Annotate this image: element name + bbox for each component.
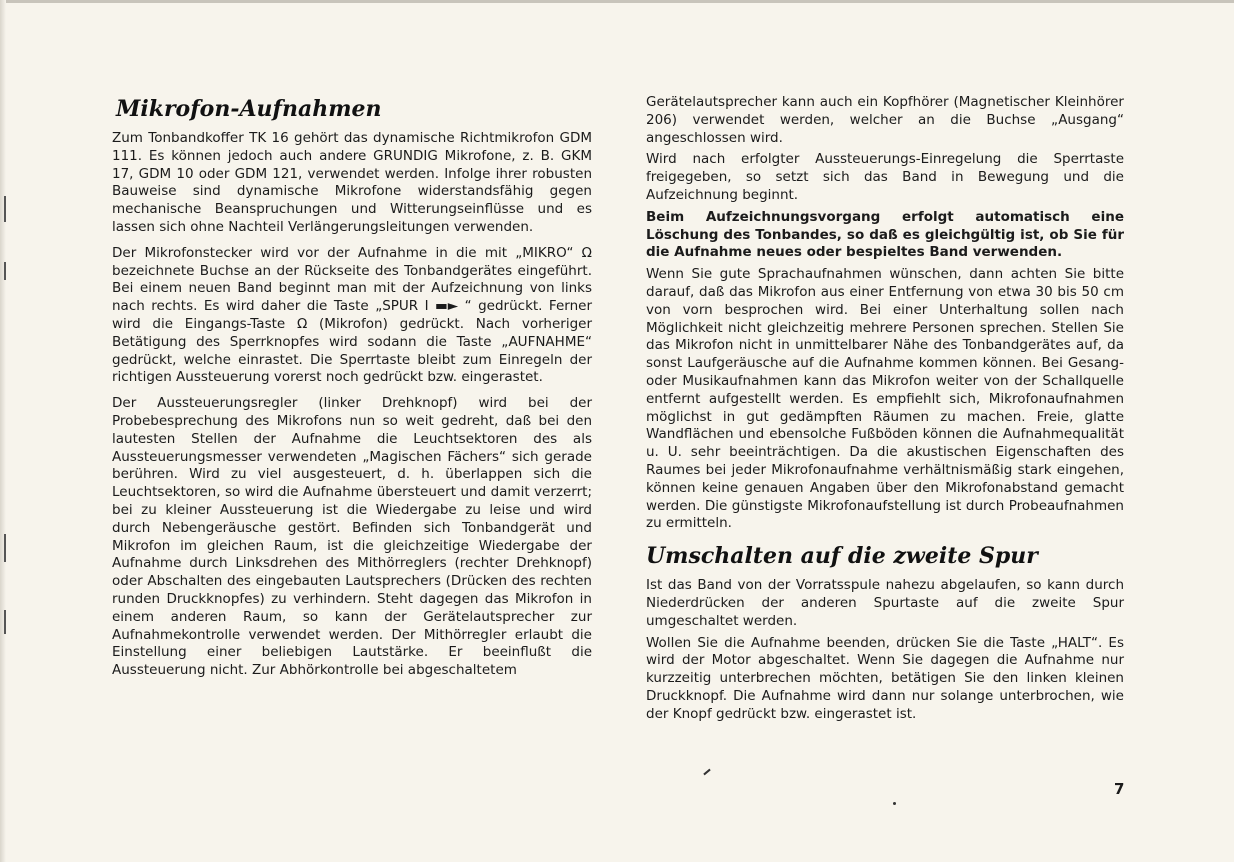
scan-edge-mark: [4, 534, 6, 562]
right-column: [646, 94, 1124, 728]
scan-edge-mark: [4, 610, 6, 634]
paragraph: Der Aussteuerungsregler (linker Drehknopf) wird bei der Probebesprechung des Mikrofons nun so weit gedreht, daß bei den lautesten Stellen der Aufnahme die Leuchtsektoren des als Aussteuerungsmesser verwendeten „Magischen Fächers“ sich gerade berühren. Wird zu viel ausgesteuert, d. h. überlappen sich die Leuchtsektoren, so wird die Aufnahme übersteuert und damit verzerrt; bei zu kleiner Aussteuerung ist die Wiedergabe zu leise und wird durch Nebengeräusche gestört. Befinden sich Tonbandgerät und Mikrofon im gleichen Raum, ist die gleichzeitige Wiedergabe der Aufnahme durch Linksdrehen des Mithörreglers (rechter Drehknopf) oder Abschalten des eingebauten Lautsprechers (Drücken des rechten runden Druckknopfes) zu verhindern. Steht dagegen das Mikrofon in einem anderen Raum, so kann der Gerätelautsprecher zur Aufnahmekontrolle verwendet werden. Der Mithörregler erlaubt die Einstellung einer beliebigen Lautstärke. Er beeinflußt die Aussteuerung nicht. Zur Abhörkontrolle bei abgeschaltetem: [112, 395, 592, 679]
paragraph: Zum Tonbandkoffer TK 16 gehört das dynamische Richtmikrofon GDM 111. Es können jedoch auch andere GRUNDIG Mikrofone, z. B. GKM 17, GDM 10 oder GDM 121, verwendet werden. Infolge ihrer robusten Bauweise sind dynamische Mikrofone widerstandsfähig gegen mechanische Beanspruchungen und Witterungseinflüsse und es lassen sich ohne Nachteil Verlängerungsleitungen verwenden.: [112, 130, 592, 235]
page-number: 7: [1114, 780, 1125, 798]
scan-left-edge: [0, 0, 6, 862]
section-heading-mikrofon: Mikrofon-Aufnahmen: [116, 96, 382, 122]
scan-edge-mark: [4, 196, 6, 222]
paragraph: Gerätelautsprecher kann auch ein Kopfhörer (Magnetischer Kleinhörer 206) verwendet werden, welcher an die Buchse „Ausgang“ angeschlossen wird.: [646, 94, 1124, 146]
stray-dot: [893, 802, 896, 805]
paragraph-bold: Beim Aufzeichnungsvorgang erfolgt automatisch eine Löschung des Tonbandes, so daß es gleichgültig ist, ob Sie für die Aufnahme neues oder bespieltes Band verwenden.: [646, 208, 1124, 261]
paragraph: Wenn Sie gute Sprachaufnahmen wünschen, dann achten Sie bitte darauf, daß das Mikrofon aus einer Entfernung von etwa 30 bis 50 cm von vorn besprochen wird. Bei einer Unterhaltung sollen nach Möglichkeit nicht gleichzeitig mehrere Personen sprechen. Stellen Sie das Mikrofon nicht in unmittelbarer Nähe des Tonbandgerätes auf, da sonst Laufgeräusche auf die Aufnahme kommen können. Bei Gesang- oder Musikaufnahmen kann das Mikrofon weiter von der Schallquelle entfernt aufgestellt werden. Es empfiehlt sich, Mikrofonaufnahmen möglichst in gut gedämpften Räumen zu machen. Freie, glatte Wandflächen und ebensolche Fußböden können die Aufnahmequalität u. U. sehr beeinträchtigen. Da die akustischen Eigenschaften des Raumes bei jeder Mikrofonaufnahme verhältnismäßig stark eingehen, können keine genauen Angaben über den Mikrofonabstand gemacht werden. Die günstigste Mikrofonaufstellung ist durch Probeaufnahmen zu ermitteln.: [646, 266, 1124, 532]
paragraph: Ist das Band von der Vorratsspule nahezu abgelaufen, so kann durch Niederdrücken der anderen Spurtaste auf die zweite Spur umgeschaltet werden.: [646, 577, 1124, 629]
paragraph: Wird nach erfolgter Aussteuerungs-Einregelung die Sperrtaste freigegeben, so setzt sich das Band in Bewegung und die Aufzeichnung beginnt.: [646, 151, 1124, 203]
scan-top-edge: [0, 0, 1234, 3]
stray-mark: [703, 769, 710, 776]
paragraph: Wollen Sie die Aufnahme beenden, drücken Sie die Taste „HALT“. Es wird der Motor abgeschaltet. Wenn Sie dagegen die Aufnahme nur kurzzeitig unterbrechen möchten, betätigen Sie den linken kleinen Druckknopf. Die Aufnahme wird dann nur solange unterbrochen, wie der Knopf gedrückt bzw. eingerastet ist.: [646, 634, 1124, 722]
scan-edge-mark: [4, 262, 6, 280]
paragraph: Der Mikrofonstecker wird vor der Aufnahme in die mit „MIKRO“ Ω bezeichnete Buchse an der Rückseite des Tonbandgerätes eingeführt. Bei einem neuen Band beginnt man mit der Aufzeichnung von links nach rechts. Es wird daher die Taste „SPUR I ▬► “ gedrückt. Ferner wird die Eingangs-Taste Ω (Mikrofon) gedrückt. Nach vorheriger Betätigung des Sperrknopfes wird sodann die Taste „AUFNAHME“ gedrückt, welche einrastet. Die Sperrtaste bleibt zum Einregeln der richtigen Aussteuerung vorerst noch gedrückt bzw. eingerastet.: [112, 244, 592, 386]
section-heading-spur: Umschalten auf die zweite Spur: [646, 543, 1038, 570]
left-column: [112, 94, 592, 684]
